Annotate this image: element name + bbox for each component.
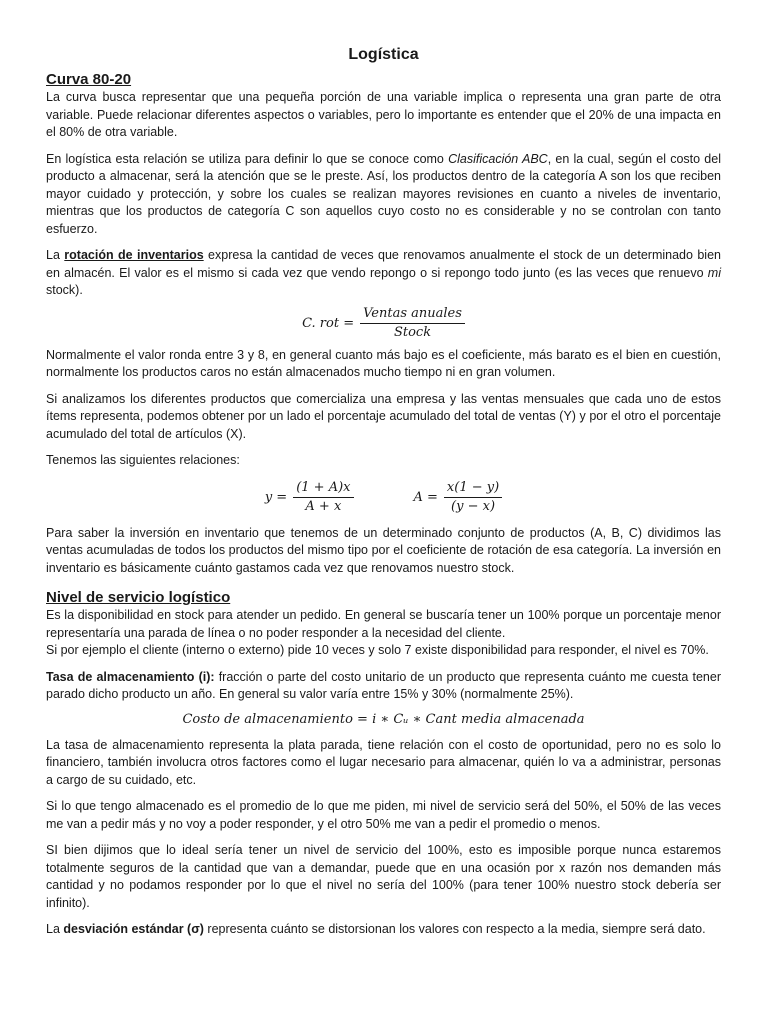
equation-rotacion xyxy=(46,306,721,341)
document-page xyxy=(46,46,721,948)
equation-rotacion-numerator: Ventas anuales xyxy=(360,306,465,324)
paragraph-servicio-100: SI bien dijimos que lo ideal sería tener un nivel de servicio del 100%, esto es imposible porque nunca estaremos totalmente seguros de la cantidad que van a demandar, puede que en una ocasión por x razón nos demanden más cantidad y no podamos responder por lo que el nivel no sería del 100% (para tener 100% nuestro stock debería ser infinito). xyxy=(46,843,721,910)
heading-curva-80-20: Curva 80-20 xyxy=(46,71,132,88)
equation-costo-almacenamiento: Costo de almacenamiento = i ∗ Cᵤ ∗ Cant media almacenada xyxy=(182,711,585,727)
equation-rotacion-denominator: Stock xyxy=(393,324,432,340)
paragraph-valor-rotacion: Normalmente el valor ronda entre 3 y 8, en general cuanto más bajo es el coeficiente, más barato es el bien en cuestión, normalmente los productos caros no están almacenados mucho tiempo ni en gran volumen. xyxy=(46,347,721,379)
equation-y-lhs: y = xyxy=(264,489,288,505)
paragraph-plata-parada: La tasa de almacenamiento representa la plata parada, tiene relación con el costo de oportunidad, pero no es solo lo financiero, también involucra otros factores como el lugar necesario para almacenar, quién lo va a administrar, personas a cargo de su cuidado, etc. xyxy=(46,737,721,787)
equation-a-lhs: A = xyxy=(413,489,438,505)
heading-nivel-servicio: Nivel de servicio logístico xyxy=(46,589,231,606)
paragraph-porcentaje-acumulado: Si analizamos los diferentes productos que comercializa una empresa y las ventas mensuales que cada uno de estos ítems representa, podemos obtener por un lado el porcentaje acumulado del total de ventas (Y) y por el otro el porcentaje acumulado del total de artículos (X). xyxy=(46,391,721,441)
paragraph-rotacion-inventarios: La rotación de inventarios expresa la cantidad de veces que renovamos anualmente el stock de un determinado bien en almacén. El valor es el mismo si cada vez que vendo repongo o si repongo todo junto (es las veces que renuevo mi stock). xyxy=(46,248,721,297)
term-rotacion-inventarios: rotación de inventarios xyxy=(64,248,204,262)
document-title: Logística xyxy=(348,46,419,63)
paragraph-curva-intro: La curva busca representar que una pequeña porción de una variable implica o representa una gran parte de otra variable. Puede relacionar diferentes aspectos o variables, pero lo importante es entender que el 20% de una impacta en el 80% de otra variable. xyxy=(46,90,721,139)
term-clasificacion-abc: Clasificación ABC xyxy=(448,151,548,166)
paragraph-tasa-almacenamiento: Tasa de almacenamiento (i): fracción o parte del costo unitario de un producto que representa cuánto me cuesta tener parado dicho producto un año. En general su valor varía entre 15% y 30% (normalmente 25%). xyxy=(46,669,721,701)
term-desviacion-estandar: desviación estándar (σ) xyxy=(63,922,204,936)
paragraph-inversion-inventario: Para saber la inversión en inventario que tenemos de un determinado conjunto de productos (A, B, C) dividimos las ventas acumuladas de todos los productos del mismo tipo por el coeficiente de rotación de esa categoría. La inversión en inventario es básicamente cuánto gastamos cada vez que renovamos nuestro stock. xyxy=(46,525,721,575)
paragraph-promedio: Si lo que tengo almacenado es el promedio de lo que me piden, mi nivel de servicio será del 50%, el 50% de las veces me van a pedir más y no voy a poder responder, y el otro 50% me van a pedir el promedio o menos. xyxy=(46,799,721,831)
paragraph-nivel-servicio-def: Es la disponibilidad en stock para atender un pedido. En general se buscaría tener un 100% porque un porcentaje menor representaría una parada de línea o no poder responder a la necesidad del cliente. xyxy=(46,608,721,640)
equation-rotacion-lhs: C. rot = xyxy=(302,315,355,331)
paragraph-desviacion-estandar: La desviación estándar (σ) representa cuánto se distorsionan los valores con respecto a la media, siempre será dato. xyxy=(46,922,706,936)
paragraph-relaciones: Tenemos las siguientes relaciones: xyxy=(46,453,240,467)
equation-a-fraction: $\frac{x(1 - y)}{(y - x)}$ xyxy=(444,480,502,515)
equations-relaciones xyxy=(46,480,721,515)
equation-y-fraction: $\frac{(1 + A)x}{A + x}$ xyxy=(293,480,353,515)
paragraph-clasificacion-abc: En logística esta relación se utiliza para definir lo que se conoce como Clasificación ABC, en la cual, según el costo del producto a almacenar, será la atención que se le preste. Así, los productos dentro de la categoría A son los que reciben mayor cuidado y protección, y sobre los cuales se realizan mayores revisiones en cuanto a niveles de inventario, mientras que los productos de categoría C son aquellos cuyo costo no es considerable y no se controlan con tanto esfuerzo. xyxy=(46,151,721,236)
term-tasa-almacenamiento: Tasa de almacenamiento (i): xyxy=(46,669,215,684)
paragraph-nivel-servicio-ejemplo: Si por ejemplo el cliente (interno o externo) pide 10 veces y solo 7 existe disponibilidad para responder, el nivel es 70%. xyxy=(46,643,709,657)
